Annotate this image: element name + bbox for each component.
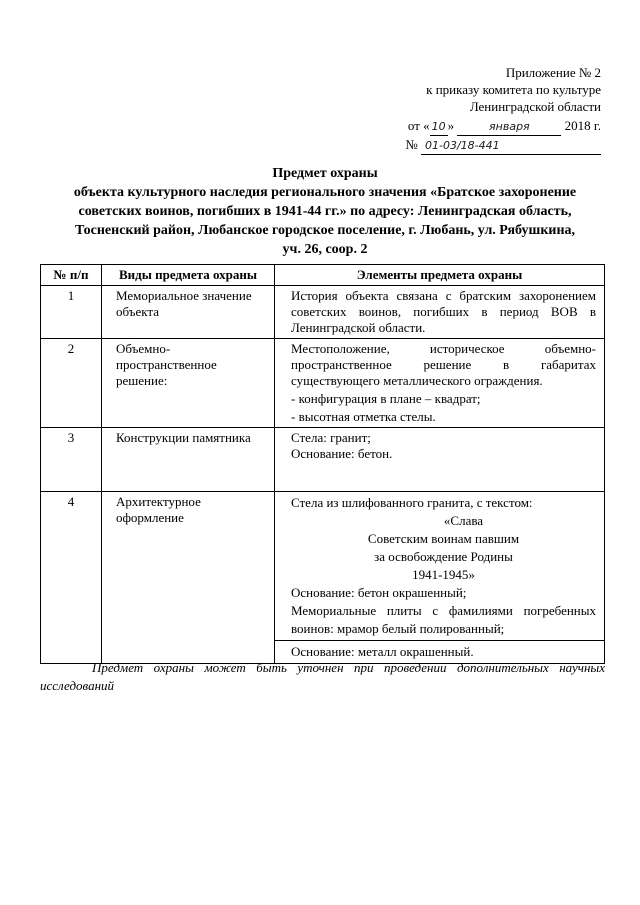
row-elements: История объекта связана с братским захоронением советских воинов, погибших в период ВОВ в Ленинградской области. <box>275 286 605 339</box>
element-text: Стела из шлифованного гранита, с текстом: <box>291 495 533 510</box>
date-month: января <box>457 118 561 136</box>
col-header-kind: Виды предмета охраны <box>102 265 275 286</box>
appendix-header <box>405 64 601 155</box>
inscription-line: Советским воинам павшим <box>367 531 520 546</box>
inscription-line: за освобождение Родины <box>374 549 513 564</box>
row-elements <box>275 339 605 428</box>
row-kind: Конструкции памятника <box>102 428 275 492</box>
order-reference: к приказу комитета по культуре <box>426 82 601 97</box>
inscription-line: 1941-1945» <box>412 567 475 582</box>
title-line-3: советских воинов, погибших в 1941-44 гг.» по адресу: Ленинградская область, <box>78 204 572 219</box>
col-header-num: № п/п <box>41 265 102 286</box>
committee-region: Ленинградской области <box>469 99 601 114</box>
title-line-1: Предмет охраны <box>272 166 378 181</box>
row-kind: Объемно-пространственное решение: <box>102 339 275 428</box>
element-text: Основание: металл окрашенный. <box>291 644 474 659</box>
table-row <box>41 492 605 664</box>
date-day: 10 <box>430 118 448 136</box>
row-kind: Мемориальное значение объекта <box>102 286 275 339</box>
row-elements <box>275 428 605 492</box>
inscription-line: «Слава <box>443 513 484 528</box>
title-line-2: объекта культурного наследия регионального значения «Братское захоронение <box>73 185 577 200</box>
element-text: Мемориальные плиты с фамилиями погребенных воинов: мрамор белый полированный; <box>275 602 604 641</box>
footnote: Предмет охраны может быть уточнен при проведении дополнительных научных исследований <box>40 660 605 693</box>
row-kind: Архитектурное оформление <box>102 492 275 664</box>
document-title <box>40 164 610 259</box>
row-number: 2 <box>41 339 102 428</box>
row-number: 3 <box>41 428 102 492</box>
order-date: от « 10 » января 2018 г. <box>405 117 601 136</box>
table-row <box>41 286 605 339</box>
row-number: 1 <box>41 286 102 339</box>
col-header-elements: Элементы предмета охраны <box>275 265 605 286</box>
protection-table <box>40 264 605 664</box>
table-row <box>41 339 605 428</box>
order-number: № 01-03/18-441 <box>405 136 601 155</box>
element-text: Основание: бетон окрашенный; <box>291 585 467 600</box>
element-text: Местоположение, историческое объемно-пространственное решение в габаритах существующего металлического ограждения. <box>291 341 596 388</box>
title-line-5: уч. 26, соор. 2 <box>282 242 368 257</box>
appendix-number: Приложение № 2 <box>505 65 601 80</box>
order-number-value: 01-03/18-441 <box>421 137 601 155</box>
date-year: 2018 г. <box>564 118 601 133</box>
element-text: Основание: бетон. <box>291 446 393 461</box>
table-row <box>41 428 605 492</box>
element-item: - конфигурация в плане – квадрат; <box>291 391 481 406</box>
title-line-4: Тосненский район, Любанское городское поселение, г. Любань, ул. Рябушкина, <box>74 223 576 238</box>
element-text: Стела: гранит; <box>291 430 371 445</box>
element-item: - высотная отметка стелы. <box>291 409 436 424</box>
row-number: 4 <box>41 492 102 664</box>
row-elements <box>275 492 605 664</box>
table-header-row <box>41 265 605 286</box>
